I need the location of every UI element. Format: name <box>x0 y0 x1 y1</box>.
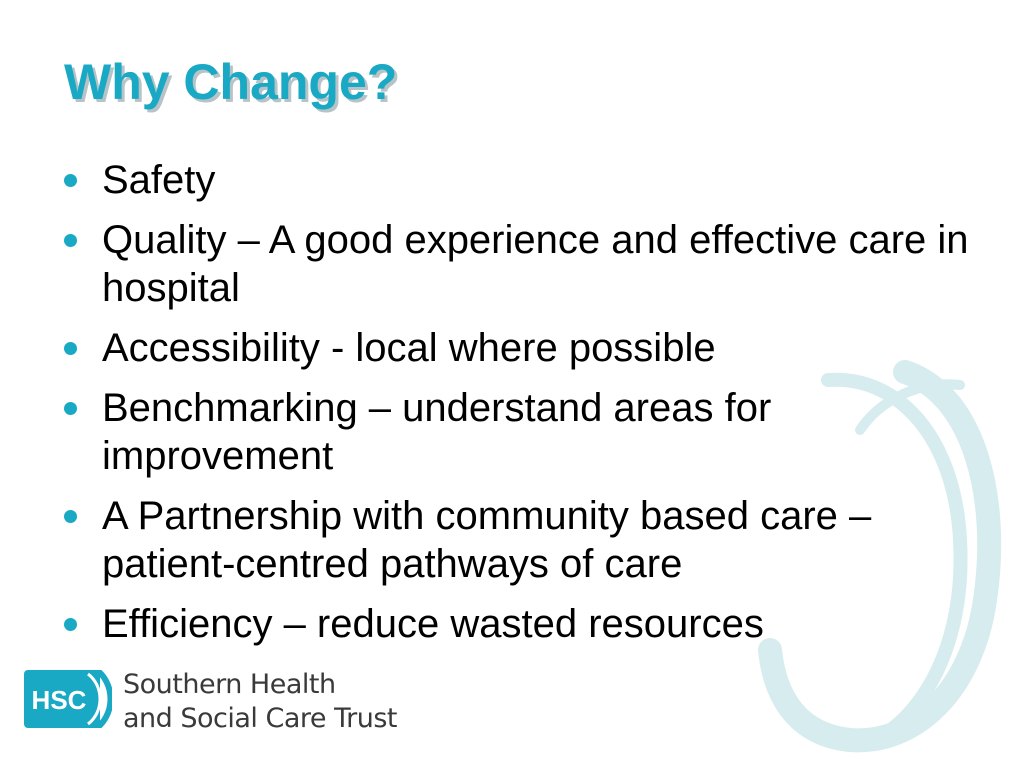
bullet-dot-icon <box>64 510 77 523</box>
bullet-item <box>60 324 1000 372</box>
logo-badge-text: HSC <box>31 685 87 715</box>
bullet-dot-icon <box>64 402 77 415</box>
bullet-dot-icon <box>64 342 77 355</box>
hsc-logo-badge-icon <box>24 670 112 728</box>
bullet-dot-icon <box>64 234 77 247</box>
bullet-text: Accessibility - local where possible <box>102 326 716 370</box>
hsc-logo <box>24 668 404 736</box>
slide-title: Why Change? <box>64 54 398 110</box>
bullet-item <box>60 600 1000 648</box>
bullet-text: Benchmarking – understand areas for improvement <box>102 386 772 478</box>
bullet-text: A Partnership with community based care – patient-centred pathways of care <box>102 494 872 586</box>
bullet-text: Quality – A good experience and effective care in hospital <box>102 218 969 310</box>
bullet-list <box>60 156 1000 660</box>
bullet-item <box>60 492 1000 588</box>
bullet-item <box>60 384 1000 480</box>
bullet-item <box>60 156 1000 204</box>
logo-line-2: and Social Care Trust <box>123 703 398 734</box>
bullet-dot-icon <box>64 618 77 631</box>
bullet-text: Safety <box>102 158 216 202</box>
bullet-text: Efficiency – reduce wasted resources <box>102 602 764 646</box>
bullet-dot-icon <box>64 174 77 187</box>
logo-line-1: Southern Health <box>123 669 336 700</box>
logo-wordmark <box>123 668 397 736</box>
bullet-item <box>60 216 1000 312</box>
